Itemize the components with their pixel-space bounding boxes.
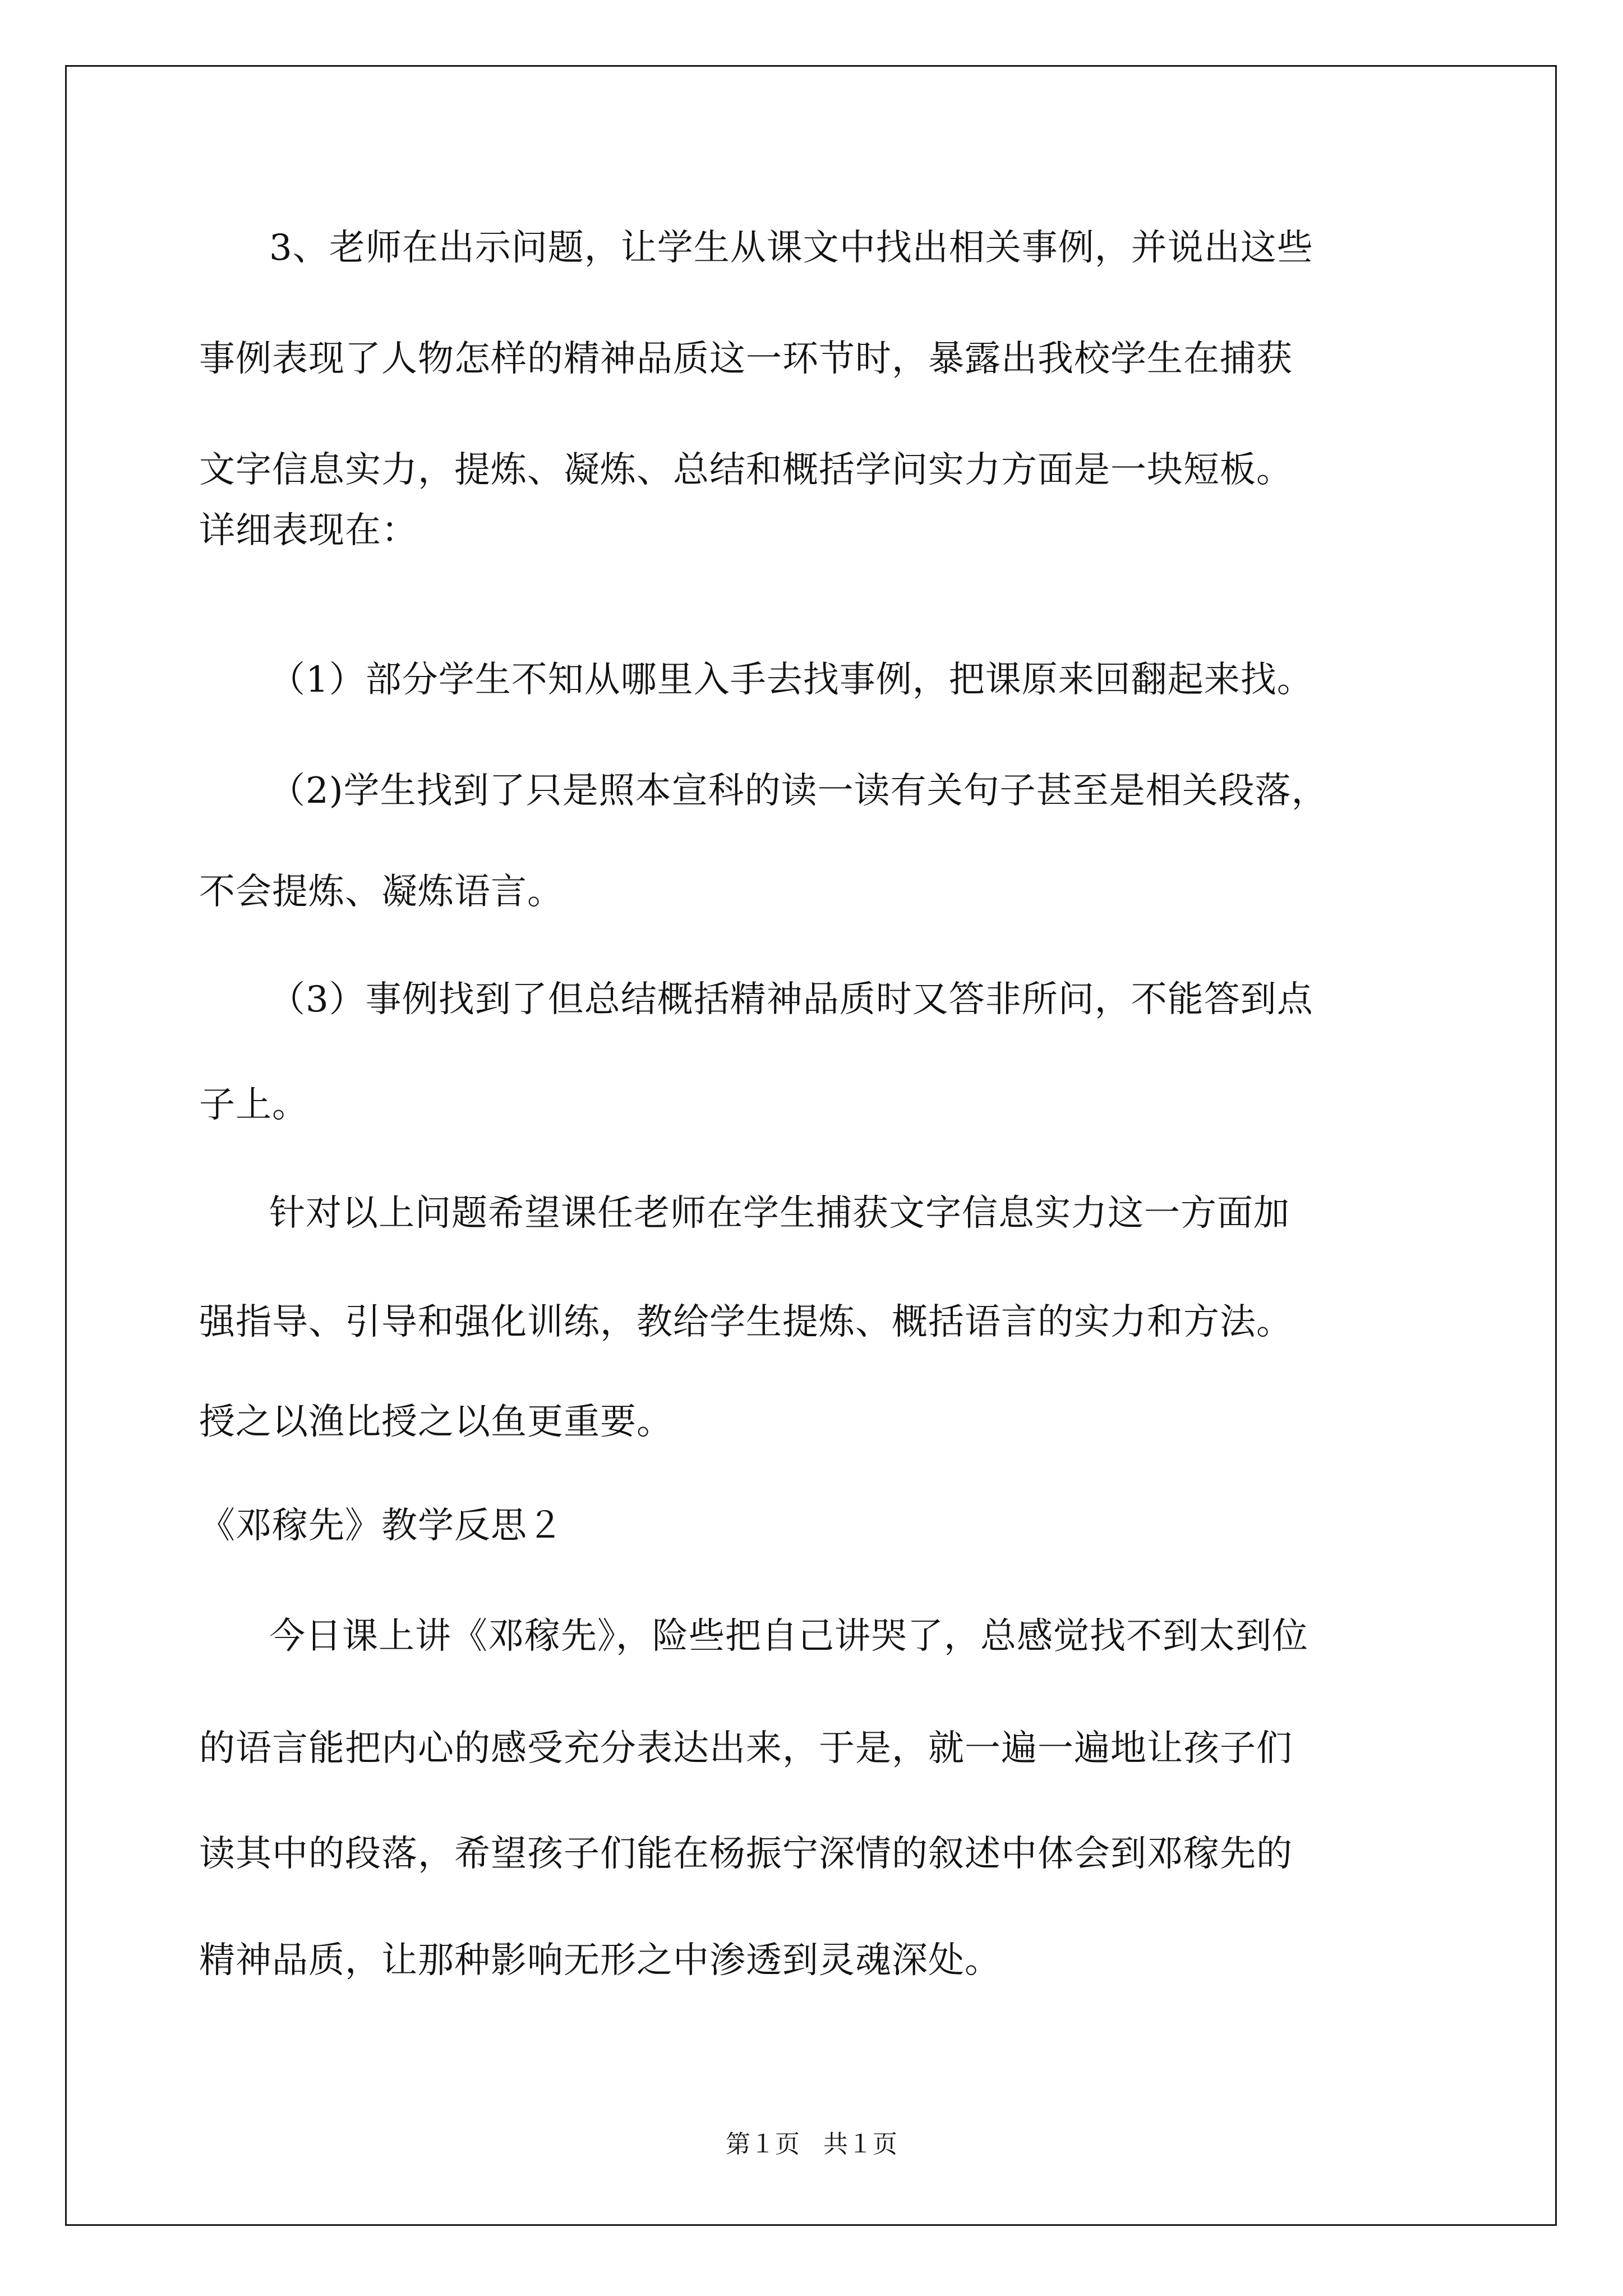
- text-line: 事例表现了人物怎样的精神品质这一环节时，暴露出我校学生在捕获: [199, 338, 1293, 380]
- page-footer: 第１页 共１页: [726, 2130, 897, 2159]
- text-line: 不会提炼、凝炼语言。: [199, 871, 564, 913]
- text-line: 子上。: [199, 1084, 308, 1126]
- section-heading: 《邓稼先》教学反思２: [199, 1505, 564, 1547]
- text-line: 读其中的段落，希望孩子们能在杨振宁深情的叙述中体会到邓稼先的: [199, 1833, 1293, 1875]
- text-line: 精神品质，让那种影响无形之中渗透到灵魂深处。: [199, 1940, 1001, 1981]
- page-border: [65, 65, 1557, 2226]
- text-line: 授之以渔比授之以鱼更重要。: [199, 1401, 673, 1443]
- text-line: 文字信息实力，提炼、凝炼、总结和概括学问实力方面是一块短板。: [199, 449, 1293, 491]
- text-line: 3、老师在出示问题，让学生从课文中找出相关事例，并说出这些: [269, 227, 1313, 269]
- text-line: 详细表现在：: [199, 510, 418, 551]
- text-line: （1）部分学生不知从哪里入手去找事例，把课原来回翻起来找。: [269, 659, 1313, 701]
- text-line: （3）事例找到了但总结概括精神品质时又答非所问，不能答到点: [269, 979, 1313, 1020]
- text-line: 的语言能把内心的感受充分表达出来，于是，就一遍一遍地让孩子们: [199, 1728, 1293, 1769]
- text-line: （2)学生找到了只是照本宣科的读一读有关句子甚至是相关段落，: [269, 770, 1328, 812]
- text-line: 针对以上问题希望课任老师在学生捕获文字信息实力这一方面加: [269, 1193, 1290, 1234]
- text-line: 强指导、引导和强化训练，教给学生提炼、概括语言的实力和方法。: [199, 1301, 1293, 1343]
- text-line: 今日课上讲《邓稼先》，险些把自己讲哭了，总感觉找不到太到位: [269, 1616, 1308, 1657]
